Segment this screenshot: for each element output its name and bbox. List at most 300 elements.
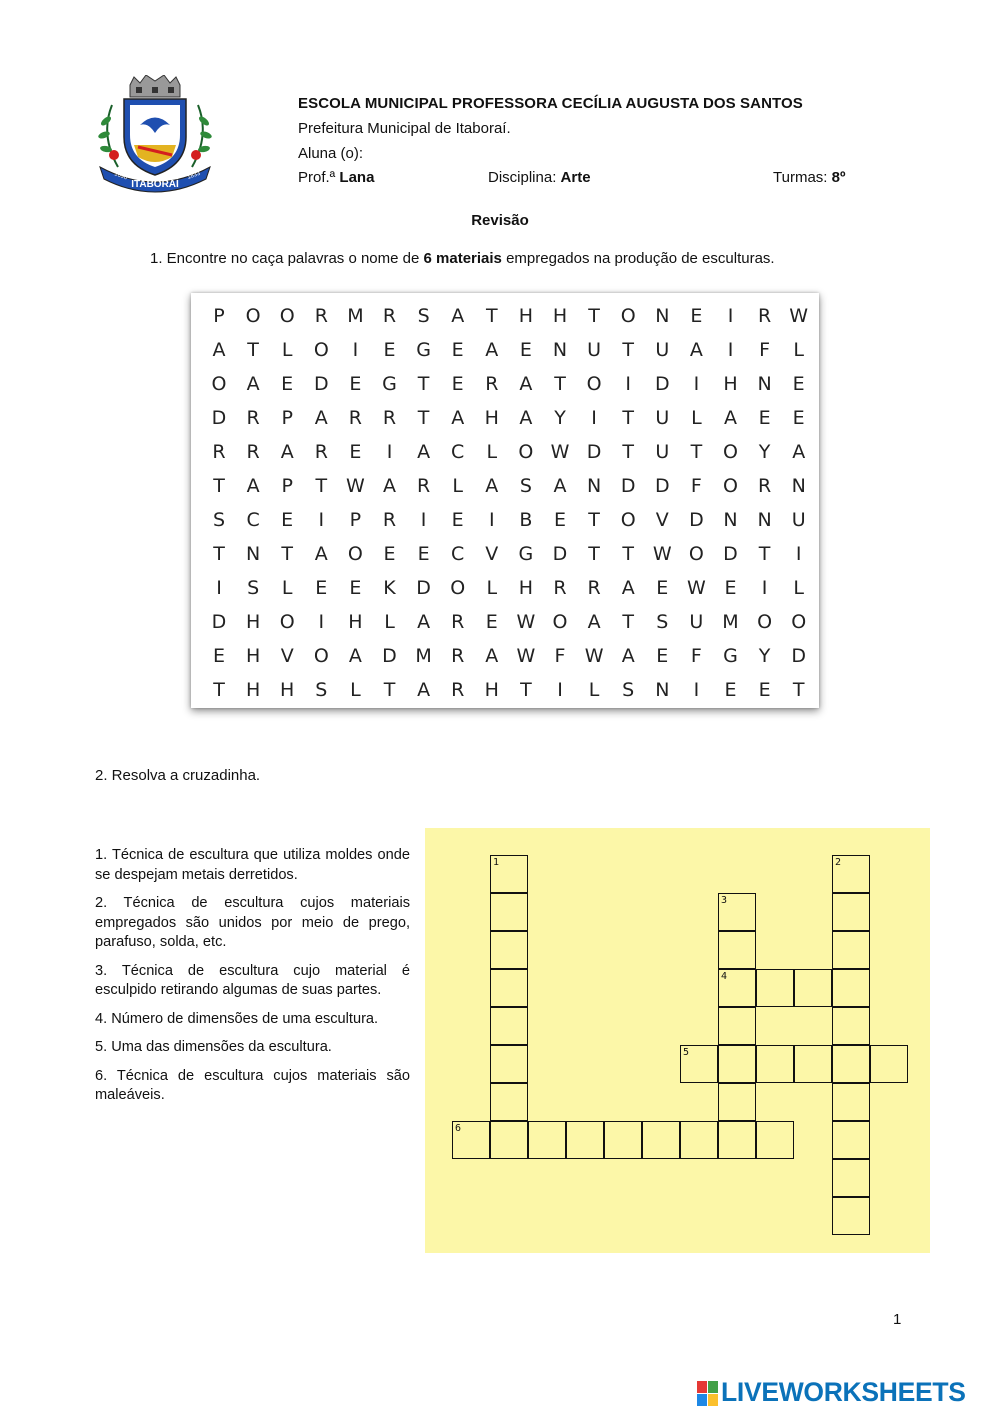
word-search-letter[interactable]: R: [485, 373, 499, 395]
word-search-letter[interactable]: O: [586, 373, 602, 395]
crossword-cell[interactable]: [718, 893, 756, 931]
word-search-letter[interactable]: A: [485, 339, 499, 361]
word-search-letter[interactable]: E: [383, 543, 396, 565]
word-search-letter[interactable]: E: [724, 577, 737, 599]
word-search-letter[interactable]: T: [520, 679, 532, 701]
word-search-letter[interactable]: K: [383, 577, 396, 599]
word-search-letter[interactable]: E: [451, 509, 464, 531]
word-search-letter[interactable]: L: [281, 577, 293, 599]
word-search-letter[interactable]: G: [518, 543, 534, 565]
itaborai-crest-logo: [92, 75, 218, 193]
word-search-letter[interactable]: R: [314, 305, 328, 327]
word-search-letter[interactable]: W: [550, 441, 570, 463]
word-search-letter[interactable]: H: [348, 611, 363, 633]
question-1: [150, 250, 775, 267]
word-search-letter[interactable]: A: [519, 407, 533, 429]
word-search-letter[interactable]: T: [622, 543, 634, 565]
word-search-letter[interactable]: L: [452, 475, 463, 497]
word-search-letter[interactable]: L: [384, 611, 395, 633]
crossword-cell[interactable]: [832, 1159, 870, 1197]
word-search-letter[interactable]: T: [622, 407, 634, 429]
word-search-letter[interactable]: T: [622, 611, 634, 633]
word-search-letter[interactable]: Y: [554, 407, 566, 429]
word-search-letter[interactable]: H: [245, 611, 261, 633]
word-search-letter[interactable]: E: [451, 339, 464, 361]
word-search-letter[interactable]: B: [519, 509, 533, 531]
word-search-letter[interactable]: U: [655, 407, 670, 429]
discipline-value: Arte: [560, 169, 591, 186]
word-search-letter[interactable]: O: [791, 611, 807, 633]
word-search-letter[interactable]: W: [584, 645, 604, 667]
word-search-letter[interactable]: R: [246, 407, 260, 429]
word-search-letter[interactable]: T: [213, 475, 225, 497]
word-search-letter[interactable]: P: [213, 305, 225, 327]
student-name-label: Aluna (o):: [298, 145, 364, 162]
crossword-cell[interactable]: [832, 1083, 870, 1121]
word-search-letter[interactable]: H: [518, 305, 534, 327]
crossword-cell[interactable]: [718, 1007, 756, 1045]
word-search-letter[interactable]: N: [757, 373, 772, 395]
word-search-letter[interactable]: I: [591, 407, 597, 429]
word-search-letter[interactable]: A: [587, 611, 601, 633]
page-title: Revisão: [471, 212, 529, 229]
word-search-letter[interactable]: N: [723, 509, 738, 531]
word-search-letter[interactable]: C: [451, 543, 465, 565]
word-search-letter[interactable]: A: [417, 679, 431, 701]
word-search-row: [209, 475, 819, 509]
word-search-letter[interactable]: I: [727, 305, 734, 327]
word-search-letter[interactable]: A: [417, 611, 431, 633]
word-search-letter[interactable]: E: [792, 373, 805, 395]
crossword-cell[interactable]: [718, 1083, 756, 1121]
word-search-letter[interactable]: E: [519, 339, 532, 361]
word-search-letter[interactable]: E: [792, 407, 805, 429]
svg-text:ITABORAÍ: ITABORAÍ: [131, 179, 179, 190]
word-search-letter[interactable]: I: [727, 339, 734, 361]
word-search-letter[interactable]: A: [246, 373, 260, 395]
word-search-letter[interactable]: H: [552, 305, 568, 327]
word-search-letter[interactable]: I: [318, 509, 325, 531]
word-search-letter[interactable]: H: [245, 645, 261, 667]
word-search-letter[interactable]: H: [484, 407, 499, 429]
word-search-letter[interactable]: A: [314, 407, 328, 429]
crossword-cell[interactable]: [642, 1121, 680, 1159]
crossword-cell[interactable]: [794, 969, 832, 1007]
class-field: [773, 169, 845, 186]
word-search-letter[interactable]: O: [313, 645, 329, 667]
word-search-letter[interactable]: A: [724, 407, 737, 429]
crossword-cell[interactable]: [832, 1007, 870, 1045]
word-search-letter[interactable]: R: [382, 305, 397, 327]
word-search-letter[interactable]: E: [349, 577, 362, 599]
word-search-letter[interactable]: A: [519, 373, 533, 395]
word-search-letter[interactable]: R: [587, 577, 601, 599]
brand-name: LIVEWORKSHEETS: [721, 1377, 966, 1407]
word-search-letter[interactable]: R: [246, 441, 260, 463]
word-search-letter[interactable]: I: [352, 339, 359, 361]
word-search-letter[interactable]: R: [757, 305, 772, 327]
word-search-letter[interactable]: O: [211, 373, 227, 395]
word-search-letter[interactable]: G: [723, 645, 738, 667]
question-1-bold: 6 materiais: [423, 250, 502, 267]
word-search-letter[interactable]: T: [417, 373, 430, 395]
word-search-grid: [191, 293, 819, 708]
discipline-field: [488, 169, 591, 186]
crossword-cell[interactable]: [718, 1045, 756, 1083]
word-search-letter[interactable]: A: [553, 475, 567, 497]
page-number: 1: [893, 1311, 902, 1328]
word-search-letter[interactable]: T: [315, 475, 328, 497]
word-search-letter[interactable]: R: [382, 407, 397, 429]
teacher-label: Prof.ª: [298, 169, 336, 186]
word-search-letter[interactable]: V: [655, 509, 669, 531]
word-search-letter[interactable]: W: [345, 475, 365, 497]
word-search-letter[interactable]: Y: [758, 441, 771, 463]
word-search-letter[interactable]: D: [723, 543, 738, 565]
word-search-letter[interactable]: A: [451, 407, 465, 429]
word-search-letter[interactable]: S: [315, 679, 328, 701]
word-search-letter[interactable]: N: [586, 475, 602, 497]
word-search-letter[interactable]: E: [417, 543, 430, 565]
word-search-letter[interactable]: S: [247, 577, 260, 599]
word-search-letter[interactable]: Y: [758, 645, 771, 667]
word-search-letter[interactable]: O: [245, 305, 261, 327]
word-search-letter[interactable]: N: [552, 339, 568, 361]
word-search-letter[interactable]: E: [212, 645, 225, 667]
word-search-letter[interactable]: A: [792, 441, 806, 463]
crossword-cell[interactable]: [832, 855, 870, 893]
word-search-letter[interactable]: L: [350, 679, 361, 701]
word-search-letter[interactable]: A: [417, 441, 431, 463]
crossword-cell[interactable]: [832, 893, 870, 931]
crossword-cell[interactable]: [718, 969, 756, 1007]
crossword-cell[interactable]: [490, 893, 528, 931]
word-search-letter[interactable]: N: [655, 679, 670, 701]
crossword-clues: [95, 846, 410, 1115]
word-search-letter[interactable]: U: [689, 611, 704, 633]
word-search-letter[interactable]: T: [690, 441, 703, 463]
word-search-letter[interactable]: D: [552, 543, 568, 565]
crossword-cell[interactable]: [756, 969, 794, 1007]
word-search-letter[interactable]: H: [280, 679, 295, 701]
word-search-letter[interactable]: T: [554, 373, 566, 395]
word-search-letter[interactable]: C: [451, 441, 465, 463]
word-search-letter[interactable]: S: [622, 679, 635, 701]
crossword-cell[interactable]: [490, 969, 528, 1007]
word-search-letter[interactable]: W: [789, 305, 809, 327]
crossword-cell[interactable]: [718, 931, 756, 969]
word-search-letter[interactable]: S: [656, 611, 669, 633]
word-search-letter[interactable]: S: [212, 509, 226, 531]
word-search-row: [209, 645, 819, 679]
word-search-letter[interactable]: D: [791, 645, 806, 667]
word-search-letter[interactable]: T: [588, 509, 600, 531]
crossword-cell[interactable]: [604, 1121, 642, 1159]
word-search-letter[interactable]: M: [722, 611, 739, 633]
word-search-letter[interactable]: R: [553, 577, 567, 599]
word-search-letter[interactable]: R: [382, 509, 397, 531]
teacher-name: Lana: [339, 169, 375, 186]
word-search-letter[interactable]: A: [621, 577, 635, 599]
crossword-cell[interactable]: [490, 855, 528, 893]
crossword-cell[interactable]: [832, 1045, 870, 1083]
word-search-letter[interactable]: O: [279, 611, 295, 633]
word-search-letter[interactable]: O: [688, 543, 704, 565]
word-search-letter[interactable]: D: [689, 509, 704, 531]
word-search-letter[interactable]: E: [724, 679, 737, 701]
crossword-cell[interactable]: [490, 1083, 528, 1121]
word-search-letter[interactable]: R: [314, 441, 328, 463]
word-search-row: [209, 339, 819, 373]
crossword-cell[interactable]: [756, 1045, 794, 1083]
word-search-letter[interactable]: R: [416, 475, 431, 497]
crossword-cell[interactable]: [794, 1045, 832, 1083]
word-search-letter[interactable]: T: [622, 339, 634, 361]
word-search-letter[interactable]: E: [383, 339, 396, 361]
word-search-letter[interactable]: D: [211, 611, 227, 633]
question-1-prefix: 1. Encontre no caça palavras o nome de: [150, 250, 420, 267]
question-2: 2. Resolva a cruzadinha.: [95, 767, 261, 784]
word-search-letter[interactable]: A: [485, 475, 499, 497]
word-search-letter[interactable]: A: [348, 645, 362, 667]
crossword-cell[interactable]: [718, 1121, 756, 1159]
word-search-letter[interactable]: U: [655, 339, 670, 361]
crossword-cell[interactable]: [870, 1045, 908, 1083]
crossword-cell[interactable]: [756, 1121, 794, 1159]
word-search-letter[interactable]: D: [586, 441, 602, 463]
word-search-letter[interactable]: E: [281, 373, 294, 395]
crossword-cell[interactable]: [452, 1121, 490, 1159]
word-search-letter[interactable]: O: [723, 475, 738, 497]
word-search-letter[interactable]: L: [486, 441, 498, 463]
crossword-cell[interactable]: [832, 1121, 870, 1159]
word-search-letter[interactable]: N: [655, 305, 670, 327]
teacher-field: [298, 169, 374, 186]
crossword-cell[interactable]: [490, 931, 528, 969]
word-search-row: [209, 441, 819, 475]
word-search-letter[interactable]: W: [652, 543, 672, 565]
word-search-letter[interactable]: O: [279, 305, 295, 327]
word-search-letter[interactable]: F: [690, 645, 702, 667]
word-search-letter[interactable]: O: [347, 543, 363, 565]
word-search-letter[interactable]: V: [485, 543, 499, 565]
word-search-letter[interactable]: L: [281, 339, 293, 361]
word-search-letter[interactable]: O: [313, 339, 329, 361]
teacher-info-row: [298, 169, 858, 187]
word-search-letter[interactable]: A: [280, 441, 294, 463]
word-search-letter[interactable]: L: [691, 407, 702, 429]
word-search-letter[interactable]: L: [486, 577, 498, 599]
prefeitura-text: Prefeitura Municipal de Itaboraí.: [298, 120, 511, 137]
word-search-letter[interactable]: O: [552, 611, 568, 633]
word-search-letter[interactable]: T: [588, 305, 600, 327]
word-search-letter[interactable]: E: [758, 407, 771, 429]
crossword-cell[interactable]: [490, 1045, 528, 1083]
question-1-suffix: empregados na produção de esculturas.: [506, 250, 775, 267]
word-search-letter[interactable]: T: [622, 441, 634, 463]
word-search-letter[interactable]: I: [216, 577, 222, 599]
crossword-cell[interactable]: [566, 1121, 604, 1159]
word-search-letter[interactable]: E: [451, 373, 464, 395]
word-search-letter[interactable]: I: [318, 611, 325, 633]
crossword-clue-number: 1: [493, 857, 500, 868]
word-search-letter[interactable]: N: [245, 543, 261, 565]
word-search-letter[interactable]: E: [758, 679, 771, 701]
crossword-cell[interactable]: [680, 1045, 718, 1083]
crossword-cell[interactable]: [490, 1121, 528, 1159]
word-search-letter[interactable]: U: [655, 441, 670, 463]
crossword-cell[interactable]: [680, 1121, 718, 1159]
word-search-letter[interactable]: N: [791, 475, 806, 497]
crossword-cell[interactable]: [490, 1007, 528, 1045]
word-search-letter[interactable]: R: [757, 475, 772, 497]
crossword-clue-number: 6: [455, 1123, 462, 1134]
word-search-letter[interactable]: T: [281, 543, 293, 565]
word-search-letter[interactable]: S: [417, 305, 430, 327]
word-search-letter[interactable]: O: [620, 509, 636, 531]
word-search-letter[interactable]: U: [791, 509, 806, 531]
word-search-letter[interactable]: H: [484, 679, 499, 701]
word-search-letter[interactable]: E: [281, 509, 294, 531]
word-search-letter[interactable]: D: [620, 475, 636, 497]
svg-text:1833: 1833: [186, 170, 202, 181]
word-search-letter[interactable]: T: [213, 679, 225, 701]
word-search-letter[interactable]: P: [281, 407, 293, 429]
crossword-clue-number: 4: [721, 971, 728, 982]
crossword-cell[interactable]: [832, 931, 870, 969]
clue-1: 1. Técnica de escultura que utiliza moldes onde se despejam metais derretidos.: [95, 847, 410, 883]
word-search-letter[interactable]: O: [723, 441, 738, 463]
word-search-letter[interactable]: F: [554, 645, 566, 667]
word-search-letter[interactable]: P: [349, 509, 362, 531]
word-search-letter[interactable]: O: [620, 305, 636, 327]
word-search-letter[interactable]: E: [656, 645, 669, 667]
word-search-letter[interactable]: L: [793, 577, 804, 599]
word-search-letter[interactable]: C: [246, 509, 260, 531]
word-search-letter[interactable]: I: [557, 679, 563, 701]
word-search-letter[interactable]: D: [211, 407, 227, 429]
word-search-letter[interactable]: D: [416, 577, 431, 599]
word-search-letter[interactable]: I: [693, 373, 700, 395]
word-search-letter[interactable]: A: [383, 475, 396, 497]
word-search-letter[interactable]: E: [349, 373, 362, 395]
word-search-letter[interactable]: U: [587, 339, 602, 361]
word-search-row: [209, 305, 819, 339]
word-search-letter[interactable]: E: [553, 509, 566, 531]
word-search-letter[interactable]: D: [654, 475, 670, 497]
crossword-clue-number: 2: [835, 857, 842, 868]
word-search-letter[interactable]: D: [382, 645, 397, 667]
class-value: 8º: [831, 169, 846, 186]
word-search-letter[interactable]: A: [689, 339, 703, 361]
word-search-letter[interactable]: D: [654, 373, 670, 395]
word-search-letter[interactable]: A: [314, 543, 328, 565]
word-search-letter[interactable]: H: [518, 577, 534, 599]
word-search-letter[interactable]: R: [348, 407, 362, 429]
word-search-letter[interactable]: I: [488, 509, 495, 531]
word-search-letter[interactable]: O: [757, 611, 773, 633]
word-search-letter[interactable]: R: [451, 645, 465, 667]
word-search-letter[interactable]: H: [245, 679, 261, 701]
word-search-letter[interactable]: T: [247, 339, 259, 361]
word-search-letter[interactable]: F: [759, 339, 771, 361]
word-search-letter[interactable]: M: [415, 645, 432, 667]
word-search-letter[interactable]: D: [313, 373, 329, 395]
word-search-letter[interactable]: S: [519, 475, 532, 497]
word-search-letter[interactable]: W: [516, 645, 536, 667]
clue-5: 5. Uma das dimensões da escultura.: [95, 1039, 332, 1055]
word-search-letter[interactable]: I: [386, 441, 393, 463]
word-search-row: [209, 577, 819, 611]
word-search-letter[interactable]: T: [417, 407, 430, 429]
crossword-grid: [425, 828, 930, 1253]
word-search-letter[interactable]: N: [757, 509, 772, 531]
word-search-letter[interactable]: E: [349, 441, 362, 463]
word-search-letter[interactable]: M: [347, 305, 364, 327]
word-search-row: [209, 543, 819, 577]
word-search-letter[interactable]: T: [758, 543, 771, 565]
word-search-letter[interactable]: G: [416, 339, 431, 361]
word-search-letter[interactable]: E: [690, 305, 703, 327]
word-search-letter[interactable]: P: [281, 475, 293, 497]
word-search-letter[interactable]: E: [656, 577, 669, 599]
word-search-letter[interactable]: I: [795, 543, 802, 565]
word-search-letter[interactable]: T: [213, 543, 225, 565]
clue-6: 6. Técnica de escultura cujos materiais são maleáveis.: [95, 1067, 410, 1103]
word-search-letter[interactable]: A: [621, 645, 635, 667]
word-search-letter[interactable]: I: [625, 373, 631, 395]
word-search-letter[interactable]: T: [383, 679, 396, 701]
word-search-letter[interactable]: R: [451, 611, 465, 633]
word-search-letter[interactable]: T: [485, 305, 498, 327]
word-search-letter[interactable]: I: [693, 679, 700, 701]
word-search-letter[interactable]: W: [686, 577, 706, 599]
word-search-letter[interactable]: G: [382, 373, 397, 395]
word-search-letter[interactable]: A: [246, 475, 260, 497]
word-search-letter[interactable]: I: [420, 509, 427, 531]
word-search-letter[interactable]: A: [212, 339, 226, 361]
word-search-letter[interactable]: R: [212, 441, 226, 463]
class-label: Turmas:: [773, 169, 828, 186]
school-name: ESCOLA MUNICIPAL PROFESSORA CECÍLIA AUGUSTA DOS SANTOS: [298, 95, 803, 112]
word-search-letter[interactable]: V: [280, 645, 294, 667]
liveworksheets-icon: [697, 1381, 719, 1407]
word-search-letter[interactable]: F: [690, 475, 702, 497]
word-search-letter[interactable]: E: [485, 611, 498, 633]
clue-4: 4. Número de dimensões de uma escultura.: [95, 1010, 379, 1027]
word-search-letter[interactable]: L: [588, 679, 600, 701]
crossword-cell[interactable]: [528, 1121, 566, 1159]
word-search-letter[interactable]: H: [723, 373, 738, 395]
word-search-letter[interactable]: L: [793, 339, 804, 361]
word-search-letter[interactable]: T: [792, 679, 805, 701]
crossword-cell[interactable]: [832, 969, 870, 1007]
word-search-letter[interactable]: T: [588, 543, 600, 565]
crossword-cell[interactable]: [832, 1197, 870, 1235]
clue-3: 3. Técnica de escultura cujo material é esculpido retirando algumas de suas partes.: [95, 962, 410, 998]
word-search-letter[interactable]: O: [518, 441, 534, 463]
word-search-letter[interactable]: R: [451, 679, 465, 701]
word-search-letter[interactable]: I: [761, 577, 768, 599]
word-search-letter[interactable]: W: [516, 611, 536, 633]
word-search-row: [209, 611, 819, 645]
word-search-letter[interactable]: O: [450, 577, 466, 599]
svg-text:1696: 1696: [113, 171, 128, 182]
word-search-letter[interactable]: A: [451, 305, 465, 327]
word-search-letter[interactable]: E: [315, 577, 328, 599]
word-search-row: [209, 509, 819, 543]
word-search-letter[interactable]: A: [485, 645, 499, 667]
